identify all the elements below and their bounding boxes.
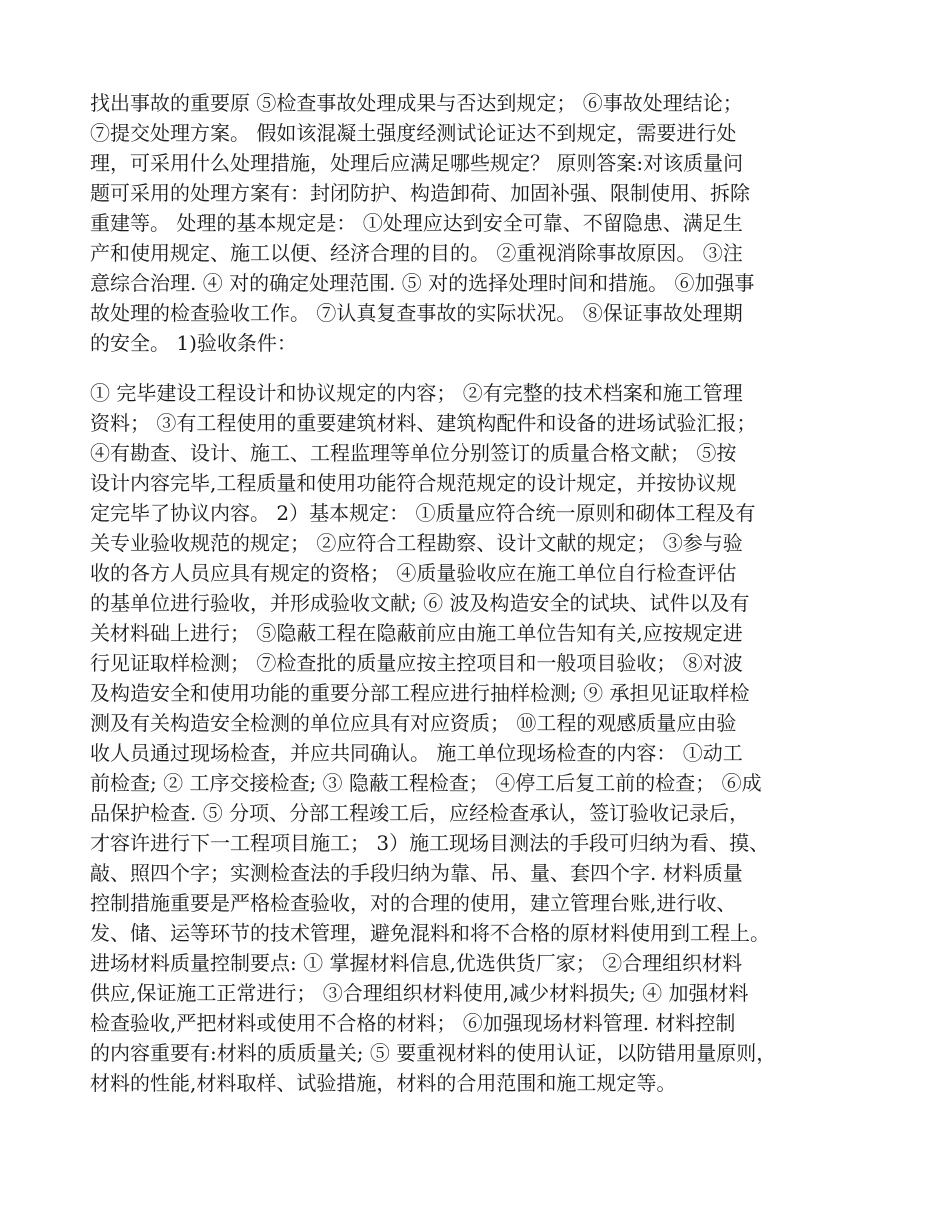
- text-line: 理，可采用什么处理措施，处理后应满足哪些规定？ 原则答案:对该质量问: [90, 151, 744, 175]
- text-line: 控制措施重要是严格检查验收，对的合理的使用，建立管理台账,进行收、: [90, 891, 737, 915]
- text-line: 的基单位进行验收，并形成验收文献; ⑥ 波及构造安全的试块、试件以及有: [90, 591, 750, 615]
- text-line: 设计内容完毕,工程质量和使用功能符合规范规定的设计规定，并按协议规: [90, 471, 737, 495]
- paragraph: [90, 88, 880, 358]
- text-line: 行见证取样检测； ⑦检查批的质量应按主控项目和一般项目验收； ⑧对波: [90, 651, 743, 675]
- text-line: 的安全。 1)验收条件：: [90, 331, 297, 355]
- text-line: 才容许进行下一工程项目施工； 3）施工现场目测法的手段可归纳为看、摸、: [90, 831, 770, 855]
- text-line: 资料； ③有工程使用的重要建筑材料、建筑构配件和设备的进场试验汇报；: [90, 411, 757, 435]
- text-line: 进场材料质量控制要点: ① 掌握材料信息,优选供货厂家； ②合理组织材料: [90, 951, 743, 975]
- text-line: 品保护检查. ⑤ 分项、分部工程竣工后，应经检查承认，签订验收记录后，: [90, 801, 750, 825]
- text-line: 关专业验收规范的规定； ②应符合工程勘察、设计文献的规定； ③参与验: [90, 531, 743, 555]
- text-line: 前检查; ② 工序交接检查; ③ 隐蔽工程检查； ④停工后复工前的检查； ⑥成: [90, 771, 762, 795]
- text-line: 材料的性能,材料取样、试验措施，材料的合用范围和施工规定等。: [90, 1071, 677, 1095]
- text-line: ⑦提交处理方案。 假如该混凝土强度经测试论证达不到规定，需要进行处: [90, 121, 737, 145]
- text-line: 关材料础上进行； ⑤隐蔽工程在隐蔽前应由施工单位告知有关,应按规定进: [90, 621, 743, 645]
- text-line: 敲、照四个字；实测检查法的手段归纳为靠、吊、量、套四个字. 材料质量: [90, 861, 743, 885]
- text-line: ④有勘查、设计、施工、工程监理等单位分别签订的质量合格文献； ⑤按: [90, 441, 737, 465]
- text-line: 及构造安全和使用功能的重要分部工程应进行抽样检测; ⑨ 承担见证取样检: [90, 681, 750, 705]
- text-line: 的内容重要有:材料的质质量关; ⑤ 要重视材料的使用认证，以防错用量原则，: [90, 1041, 777, 1065]
- text-line: 重建等。 处理的基本规定是： ①处理应达到安全可靠、不留隐患、满足生: [90, 211, 743, 235]
- text-line: 意综合治理. ④ 对的确定处理范围. ⑤ 对的选择处理时间和措施。 ⑥加强事: [90, 271, 755, 295]
- text-line: ① 完毕建设工程设计和协议规定的内容； ②有完整的技术档案和施工管理: [90, 381, 743, 405]
- text-line: 检查验收,严把材料或使用不合格的材料； ⑥加强现场材料管理. 材料控制: [90, 1011, 736, 1035]
- text-line: 测及有关构造安全检测的单位应具有对应资质； ⑩工程的观感质量应由验: [90, 711, 737, 735]
- text-line: 发、储、运等环节的技术管理，避免混料和将不合格的原材料使用到工程上。: [90, 921, 770, 945]
- text-line: 收的各方人员应具有规定的资格； ④质量验收应在施工单位自行检查评估: [90, 561, 737, 585]
- text-line: 故处理的检查验收工作。 ⑦认真复查事故的实际状况。 ⑧保证事故处理期: [90, 301, 743, 325]
- text-line: 收人员通过现场检查，并应共同确认。 施工单位现场检查的内容： ①动工: [90, 741, 743, 765]
- text-line: 找出事故的重要原 ⑤检查事故处理成果与否达到规定； ⑥事故处理结论；: [90, 91, 743, 115]
- text-line: 定完毕了协议内容。 2）基本规定： ①质量应符合统一原则和砌体工程及有: [90, 501, 756, 525]
- paragraph: [90, 378, 880, 1098]
- text-line: 产和使用规定、施工以便、经济合理的目的。 ②重视消除事故原因。 ③注: [90, 241, 743, 265]
- text-line: 题可采用的处理方案有：封闭防护、构造卸荷、加固补强、限制使用、拆除: [90, 181, 750, 205]
- text-line: 供应,保证施工正常进行； ③合理组织材料使用,减少材料损失; ④ 加强材料: [90, 981, 749, 1005]
